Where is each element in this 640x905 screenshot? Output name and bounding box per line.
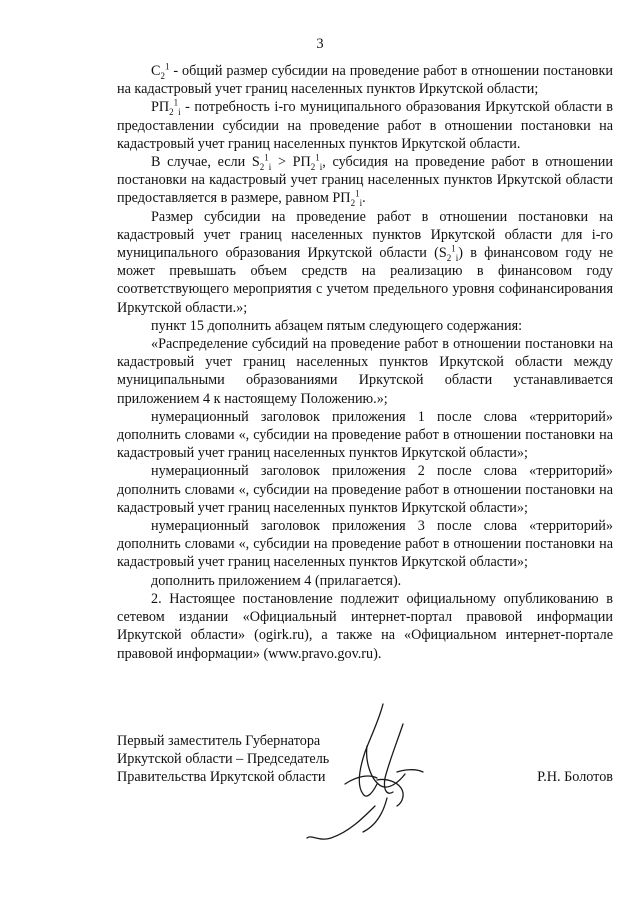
signer-position-line: Правительства Иркутской области xyxy=(117,769,326,786)
paragraph-c2-definition: $C_2^1$ - общий размер субсидии на проведение работ в отношении постановки на кадастровый учет границ населенных пунктов Иркутской области; xyxy=(117,61,613,98)
signer-name: Р.Н. Болотов xyxy=(537,769,613,785)
signature-block xyxy=(117,732,613,892)
page-number: 3 xyxy=(316,36,324,52)
signer-position-line: Первый заместитель Губернатора xyxy=(117,733,321,749)
paragraph-appendix-1: нумерационный заголовок приложения 1 после слова «территорий» дополнить словами «, субсидии на проведение работ в отношении постановки на кадастровый учет границ населенных пунктов Иркутской области»; xyxy=(117,408,613,462)
paragraph-distribution: «Распределение субсидий на проведение работ в отношении постановки на кадастровый учет границ населенных пунктов Иркутской области между муниципальными образованиями Иркутской области устанавливается приложением 4 к настоящему Положению.»; xyxy=(117,336,613,407)
document-body xyxy=(117,62,613,663)
signer-position-line: Иркутской области – Председатель xyxy=(117,751,330,768)
paragraph-appendix-2: нумерационный заголовок приложения 2 после слова «территорий» дополнить словами «, субсидии на проведение работ в отношении постановки на кадастровый учет границ населенных пунктов Иркутской области»; xyxy=(117,463,613,516)
paragraph-rp2-definition: $РП_2^1_i$ - потребность i-го муниципального образования Иркутской области в предоставлении субсидии на проведение работ в отношении постановки на кадастровый учет границ населенных пунктов Иркутской области. xyxy=(117,97,613,152)
paragraph-condition: В случае, если $S_2^1_i > РП_2^1_i$, субсидия на проведение работ в отношении постановки на кадастровый учет границ населенных пунктов Иркутской области предоставляется в размере, равном $РП_2^1_i$. xyxy=(117,152,613,209)
paragraph-subsidy-limit: Размер субсидии на проведение работ в отношении постановки на кадастровый учет границ населенных пунктов Иркутской области для i-го муниципального образования Иркутской области $(S_2^1_i)$ в финансовом году не может превышать объем средств на реализацию в финансовом году соответствующего мероприятия с учетом предельного уровня софинансирования Иркутской области.»; xyxy=(117,208,613,316)
handwritten-signature xyxy=(305,702,475,852)
paragraph-appendix-4: дополнить приложением 4 (прилагается). xyxy=(151,572,402,589)
paragraph-publication: 2. Настоящее постановление подлежит официальному опубликованию в сетевом издании «Официальный интернет-портал правовой информации Иркутской области» (ogirk.ru), а также на «Официальном интернет-портале правовой информации» (www.pravo.gov.ru). xyxy=(117,590,613,662)
paragraph-appendix-3: нумерационный заголовок приложения 3 после слова «территорий» дополнить словами «, субсидии на проведение работ в отношении постановки на кадастровый учет границ населенных пунктов Иркутской области»; xyxy=(117,518,613,571)
paragraph-item-15: пункт 15 дополнить абзацем пятым следующего содержания: xyxy=(151,317,523,334)
signer-position xyxy=(117,732,329,787)
